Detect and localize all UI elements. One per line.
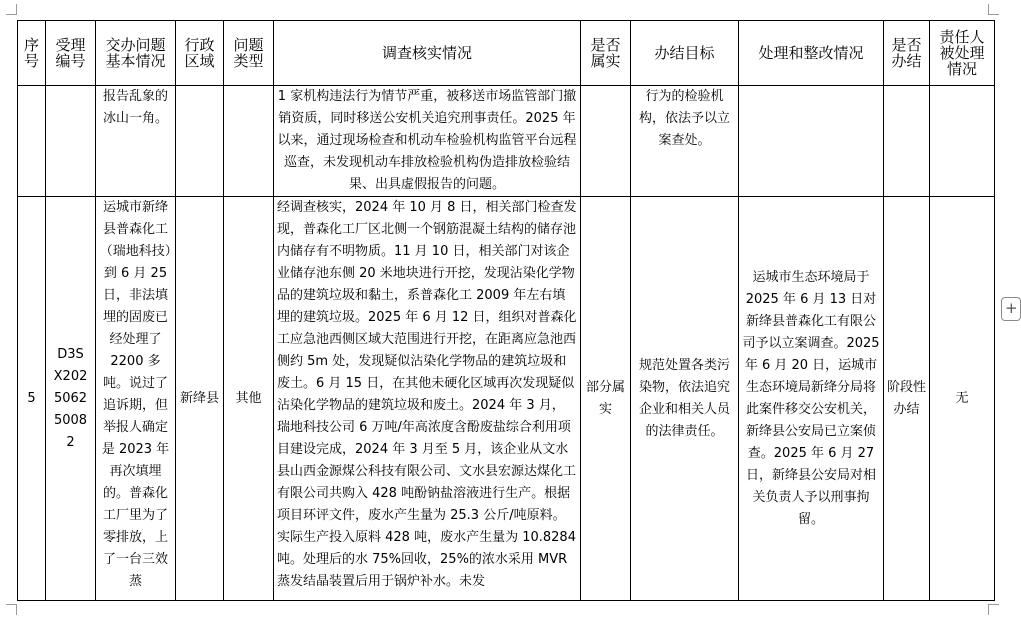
header-responsible: 责任人被处理情况	[930, 21, 995, 86]
cell-basic: 报告乱象的冰山一角。	[96, 86, 176, 197]
cell-responsible: 无	[930, 197, 995, 601]
cell-type	[224, 86, 274, 197]
crop-mark-top-left	[6, 4, 17, 15]
header-completed: 是否办结	[884, 21, 930, 86]
header-row	[18, 21, 995, 86]
cell-target: 规范处置各类污染物，依法追究企业和相关人员的法律责任。	[631, 197, 739, 601]
cell-handling	[739, 86, 884, 197]
table-row	[18, 86, 995, 197]
header-basic: 交办问题基本情况	[96, 21, 176, 86]
cell-basic: 运城市新绛县普森化工（瑞地科技）到 6 月 25 日，非法填埋的固废已经处理了 2200 多吨。说过了追诉期，但举报人确定是 2023 年再次填埋的。普森化工厂里为了零排放，上了一台三效蒸	[96, 197, 176, 601]
crop-mark-bottom-left	[6, 604, 17, 615]
cell-region	[176, 86, 224, 197]
cell-completed: 阶段性办结	[884, 197, 930, 601]
header-index: 序号	[18, 21, 46, 86]
cell-index	[18, 86, 46, 197]
cell-code	[46, 86, 96, 197]
add-column-handle-icon[interactable]: +	[1001, 297, 1021, 321]
cell-completed	[884, 86, 930, 197]
cell-index: 5	[18, 197, 46, 601]
header-verified: 是否属实	[581, 21, 631, 86]
cell-investigation: 1 家机构违法行为情节严重，被移送市场监管部门撤销资质，同时移送公安机关追究刑事责任。2025 年以来，通过现场检查和机动车检验机构监管平台远程巡查，未发现机动车排放检验机构伪造排放检验结果、出具虚假报告的问题。	[274, 86, 581, 197]
cell-code: D3S X202 5062 5008 2	[46, 197, 96, 601]
table-row	[18, 197, 995, 601]
report-table	[17, 20, 995, 601]
crop-mark-bottom-right	[988, 604, 999, 615]
header-code: 受理编号	[46, 21, 96, 86]
header-type: 问题类型	[224, 21, 274, 86]
cell-investigation: 经调查核实，2024 年 10 月 8 日，相关部门检查发现，普森化工厂区北侧一个钢筋混凝土结构的储存池内储存有不明物质。11 月 10 日，相关部门对该企业储存池东侧 20 米地块进行开挖，发现沾染化学物品的建筑垃圾和黏土，系普森化工 2009 年左右填埋的建筑垃圾。2025 年 6 月 12 日，组织对普森化工应急池西侧区域大范围进行开挖，在距离应急池西侧约 5m 处，发现疑似沾染化学物品的建筑垃圾和废土。6 月 15 日，在其他未硬化区域再次发现疑似沾染化学物品的建筑垃圾和废土。2024 年 3 月，瑞地科技公司 6 万吨/年高浓度含酚废盐综合利用项目建设完成，2024 年 3 月至 5 月，该企业从文水县山西金源煤公科技有限公司、文水县宏源达煤化工有限公司共购入 428 吨酚钠盐溶液进行生产。根据项目环评文件，废水产生量为 25.3 公斤/吨原料。实际生产投入原料 428 吨，废水产生量为 10.8284 吨。处理后的水 75%回收，25%的浓水采用 MVR 蒸发结晶装置后用于锅炉补水。未发	[274, 197, 581, 601]
crop-mark-top-right	[988, 4, 999, 15]
cell-type: 其他	[224, 197, 274, 601]
header-target: 办结目标	[631, 21, 739, 86]
cell-responsible	[930, 86, 995, 197]
cell-verified: 部分属实	[581, 197, 631, 601]
header-handling: 处理和整改情况	[739, 21, 884, 86]
header-region: 行政区域	[176, 21, 224, 86]
cell-verified	[581, 86, 631, 197]
cell-handling: 运城市生态环境局于 2025 年 6 月 13 日对新绛县普森化工有限公司予以立案调查。2025 年 6 月 20 日，运城市生态环境局新绛分局将此案件移交公安机关，新绛县公安局已立案侦查。2025 年 6 月 27 日，新绛县公安局对相关负责人予以刑事拘留。	[739, 197, 884, 601]
header-investigation: 调查核实情况	[274, 21, 581, 86]
cell-target: 行为的检验机构，依法予以立案查处。	[631, 86, 739, 197]
cell-region: 新绛县	[176, 197, 224, 601]
